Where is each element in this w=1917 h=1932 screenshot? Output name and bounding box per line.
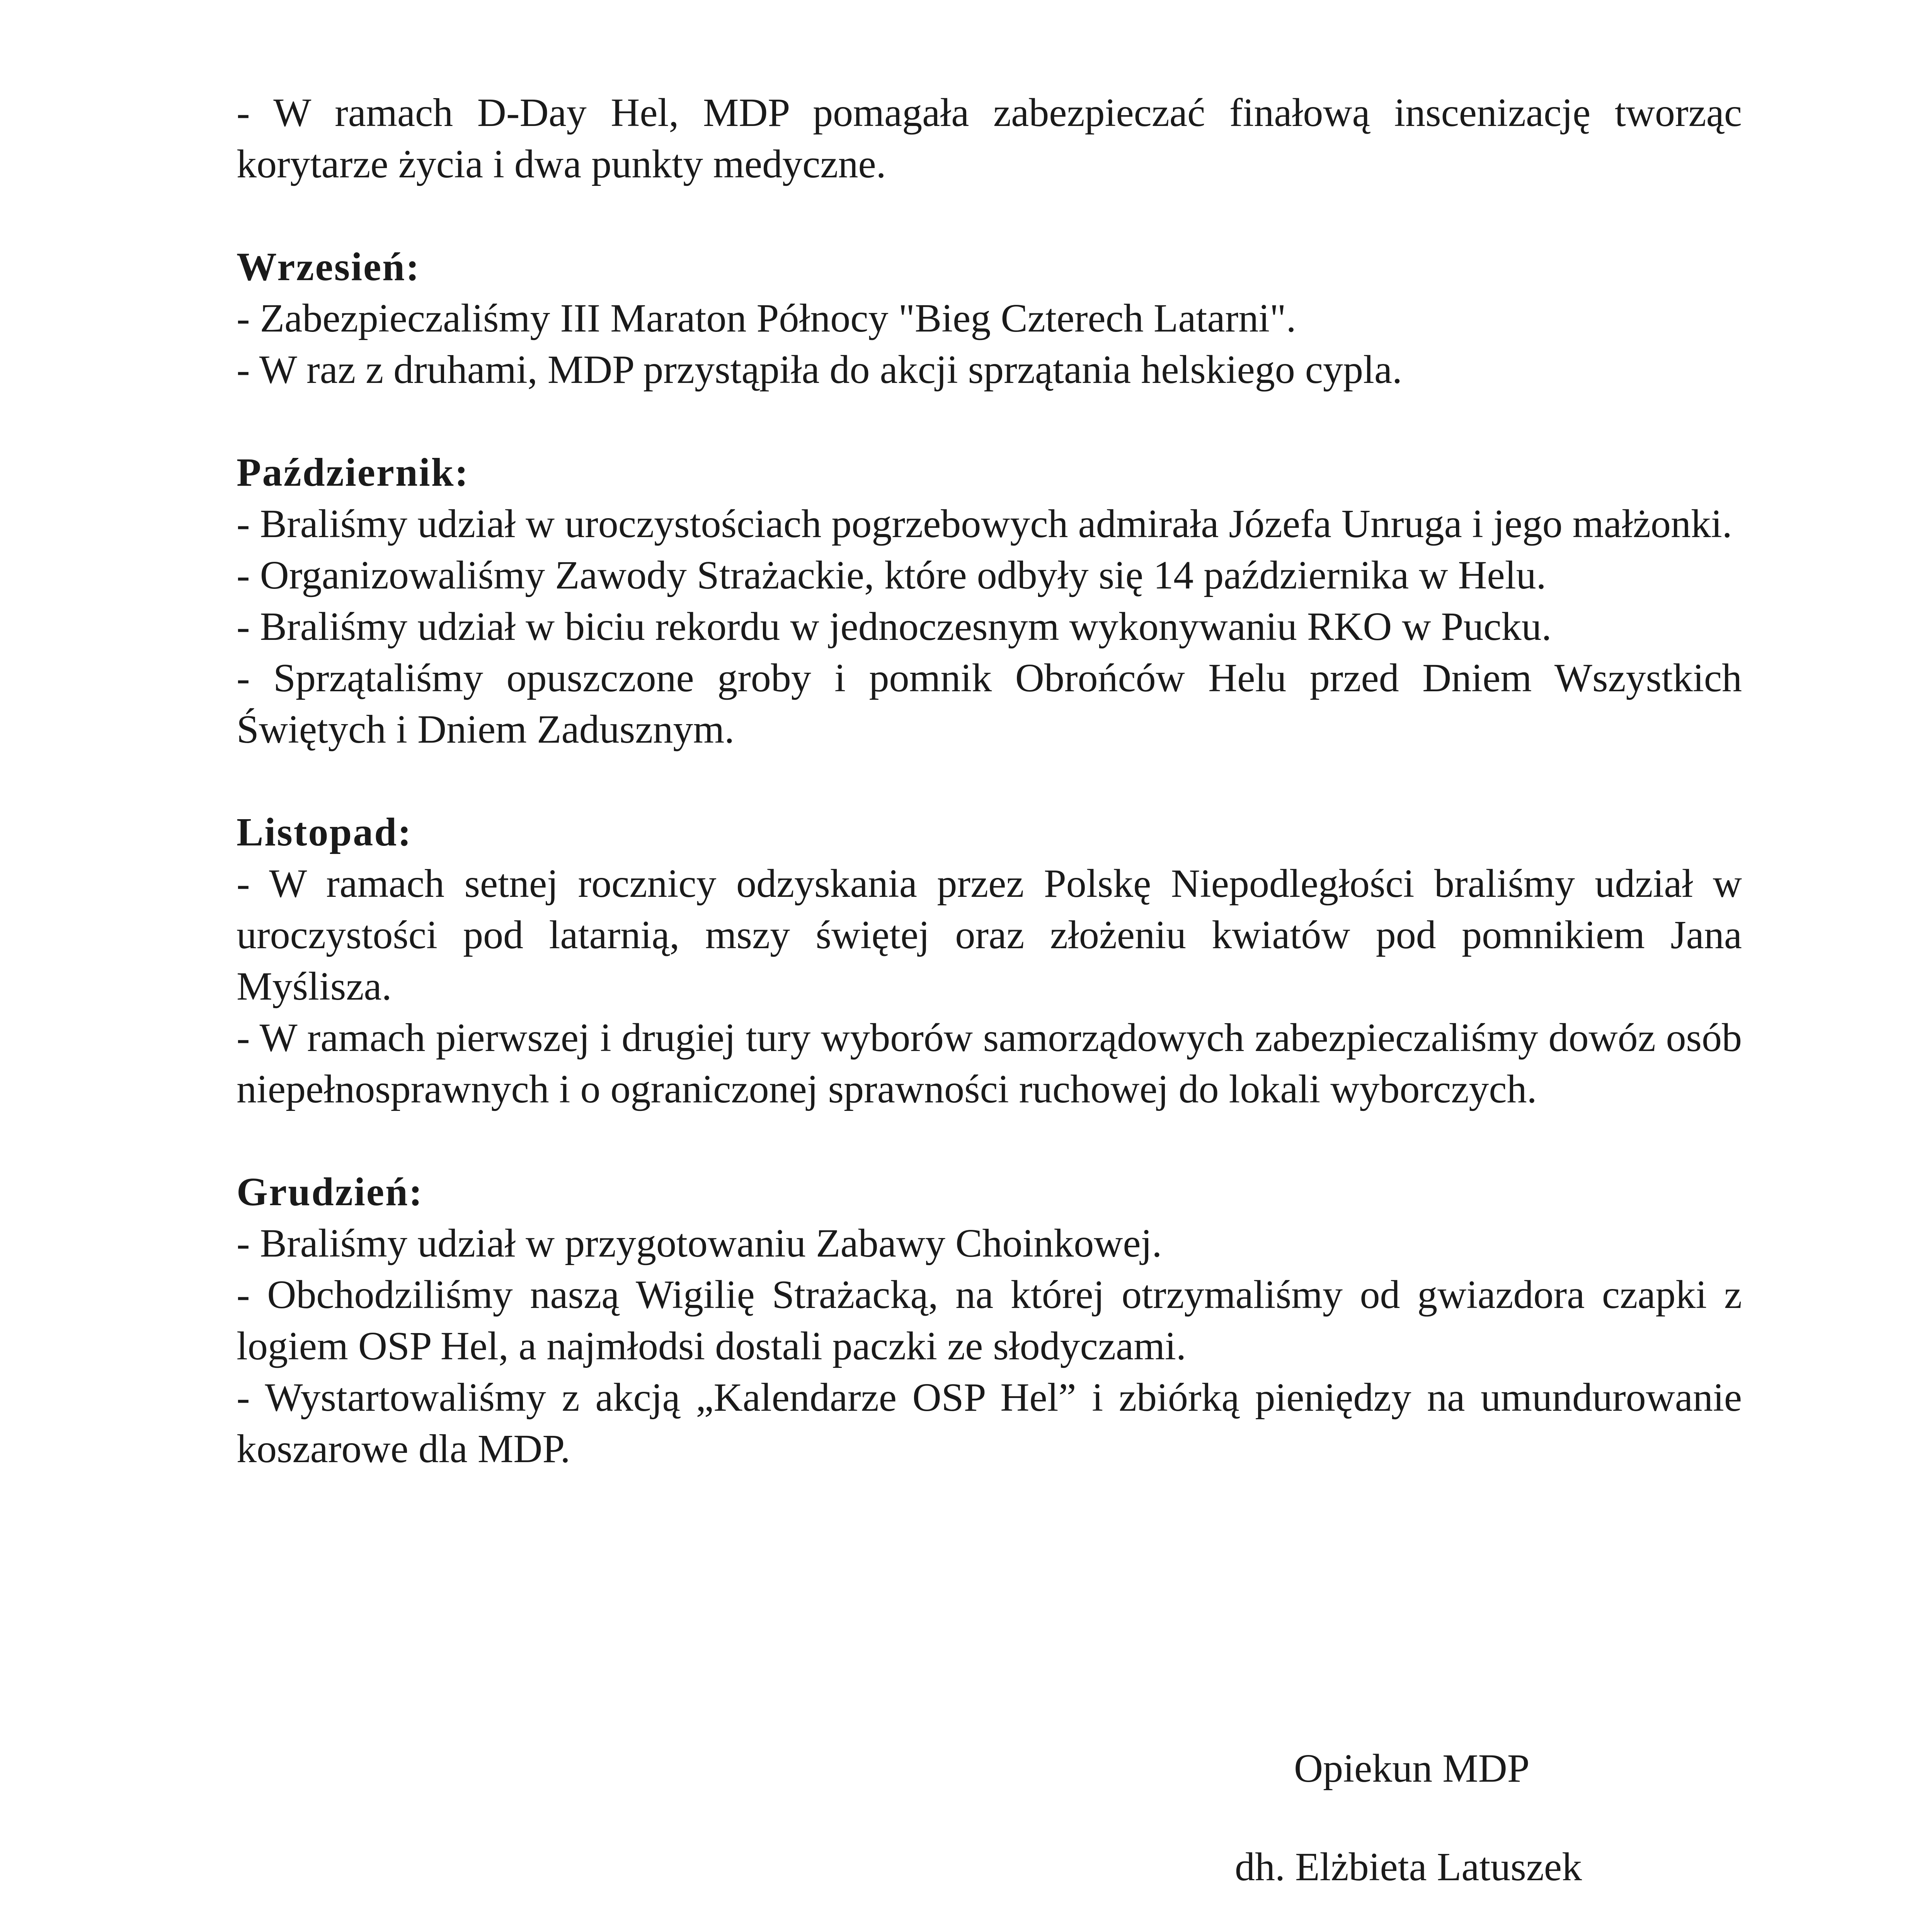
section-heading: Październik:	[237, 450, 470, 495]
section-october	[237, 447, 1742, 755]
list-item: - W raz z druhami, MDP przystąpiła do akcji sprzątania helskiego cypla.	[237, 347, 1402, 392]
section-heading: Listopad:	[237, 810, 412, 854]
list-item: - Sprzątaliśmy opuszczone groby i pomnik Obrońców Helu przed Dniem Wszystkich Świętych i Dniem Zadusznym.	[237, 656, 1742, 752]
section-september	[237, 241, 1742, 395]
list-item: - Braliśmy udział w przygotowaniu Zabawy Choinkowej.	[237, 1221, 1162, 1265]
signature-name: dh. Elżbieta Latuszek	[1235, 1845, 1582, 1889]
section-december	[237, 1166, 1742, 1475]
intro-block	[237, 87, 1742, 190]
signature-title: Opiekun MDP	[1294, 1746, 1530, 1791]
section-november	[237, 806, 1742, 1115]
list-item: - Organizowaliśmy Zawody Strażackie, które odbyły się 14 października w Helu.	[237, 553, 1546, 597]
list-item: - Wystartowaliśmy z akcją „Kalendarze OSP Hel” i zbiórką pieniędzy na umundurowanie koszarowe dla MDP.	[237, 1375, 1742, 1471]
section-heading: Grudzień:	[237, 1170, 424, 1214]
list-item: - W ramach setnej rocznicy odzyskania przez Polskę Niepodległości braliśmy udział w uroczystości pod latarnią, mszy świętej oraz złożeniu kwiatów pod pomnikiem Jana Myślisza.	[237, 861, 1742, 1009]
document-body	[237, 87, 1742, 1475]
list-item: - Obchodziliśmy naszą Wigilię Strażacką, na której otrzymaliśmy od gwiazdora czapki z logiem OSP Hel, a najmłodsi dostali paczki ze słodyczami.	[237, 1272, 1742, 1368]
section-heading: Wrzesień:	[237, 245, 421, 289]
list-item: - W ramach pierwszej i drugiej tury wyborów samorządowych zabezpieczaliśmy dowóz osób niepełnosprawnych i o ograniczonej sprawności ruchowej do lokali wyborczych.	[237, 1015, 1742, 1111]
list-item: - Braliśmy udział w uroczystościach pogrzebowych admirała Józefa Unruga i jego małżonki.	[237, 502, 1732, 546]
list-item: - Zabezpieczaliśmy III Maraton Północy "Bieg Czterech Latarni".	[237, 296, 1296, 340]
list-item: - Braliśmy udział w biciu rekordu w jednoczesnym wykonywaniu RKO w Pucku.	[237, 604, 1552, 649]
intro-entry: - W ramach D-Day Hel, MDP pomagała zabezpieczać finałową inscenizację tworząc korytarze życia i dwa punkty medyczne.	[237, 90, 1742, 186]
